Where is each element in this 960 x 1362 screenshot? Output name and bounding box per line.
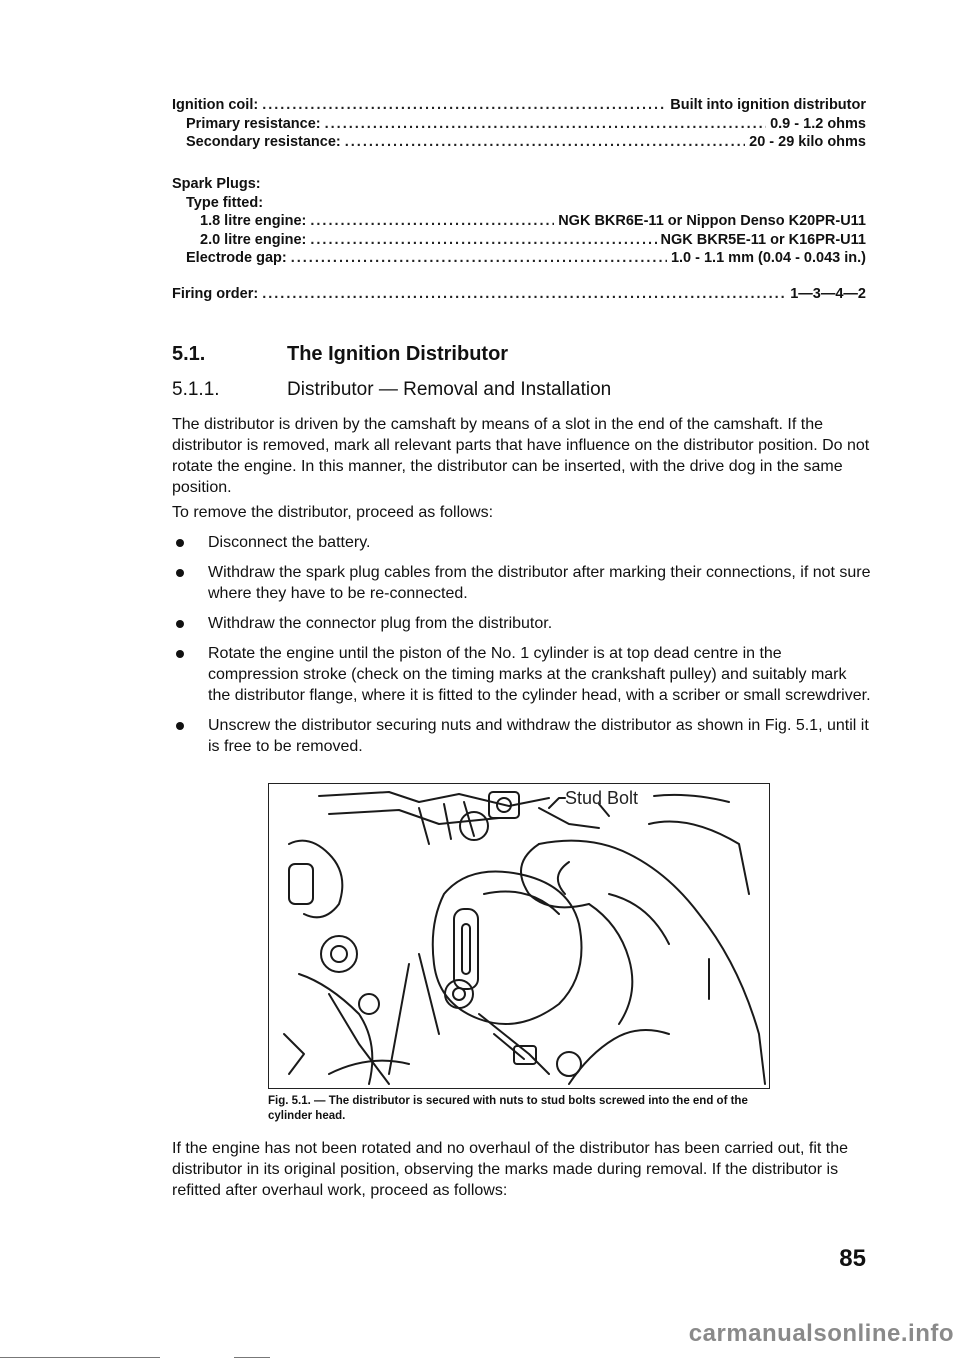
spec-label: 1.8 litre engine:	[200, 213, 307, 229]
spec-row-firing-order	[172, 285, 866, 304]
list-item	[172, 613, 872, 634]
subsection-title: Distributor — Removal and Installation	[287, 379, 612, 400]
dot-leader	[325, 115, 766, 133]
step-text: Withdraw the spark plug cables from the distributor after marking their connections, if not sure where they have to be re-connected.	[208, 564, 871, 602]
spec-row-engine-20	[172, 231, 866, 250]
dot-leader	[262, 285, 786, 303]
step-text: Disconnect the battery.	[208, 534, 371, 551]
footer-rule	[234, 1357, 270, 1358]
spec-value: 0.9 - 1.2 ohms	[770, 115, 866, 132]
spec-label: Primary resistance:	[186, 115, 321, 132]
list-item	[172, 532, 872, 553]
dot-leader	[310, 231, 656, 249]
subsection-number: 5.1.1.	[172, 379, 220, 400]
spec-label: Secondary resistance:	[186, 134, 341, 150]
spec-value: 20 - 29 kilo ohms	[749, 134, 866, 150]
firing-order-block	[172, 285, 866, 304]
bullet-icon	[176, 569, 184, 577]
spec-row-ignition-coil	[172, 96, 866, 115]
intro-paragraph: The distributor is driven by the camshaft by means of a slot in the end of the camshaft. If the distributor is removed, mark all relevant parts that have influence on the distributor position. Do not rotate the engine. In this manner, the distributor can be inserted, with the drive dog in the same position.	[172, 416, 870, 496]
spec-row-secondary-resistance	[172, 133, 866, 152]
list-item	[172, 643, 872, 706]
closing-paragraph: If the engine has not been rotated and no overhaul of the distributor has been carried out, fit the distributor in its original position, observing the marks made during removal. If the distributor is refitted after overhaul work, proceed as follows:	[172, 1140, 849, 1199]
spec-label: Ignition coil:	[172, 97, 259, 113]
footer-rule	[0, 1357, 160, 1358]
spec-row-electrode-gap	[172, 249, 866, 268]
spec-value: 1.0 - 1.1 mm (0.04 - 0.043 in.)	[670, 250, 866, 266]
bullet-icon	[176, 722, 184, 730]
page-number: 85	[839, 1245, 866, 1272]
dot-leader	[345, 133, 745, 151]
stud-bolt-label: Stud Bolt	[565, 788, 639, 808]
spec-block	[172, 96, 866, 152]
spec-label: Electrode gap:	[186, 250, 287, 266]
removal-steps	[172, 532, 872, 766]
step-text: Rotate the engine until the piston of the No. 1 cylinder is at top dead centre in the compression stroke (check on the timing marks at the crankshaft pulley) and suitably mark the distributor flange, where it is fitted to the cylinder head, with a scriber or small screwdriver.	[208, 645, 871, 704]
step-text: Unscrew the distributor securing nuts and withdraw the distributor as shown in Fig. 5.1, until it is free to be removed.	[208, 717, 869, 755]
spec-row-primary-resistance	[172, 115, 866, 134]
spec-value: 1—3—4—2	[790, 286, 866, 302]
spec-value: NGK BKR5E-11 or K16PR-U11	[660, 231, 866, 248]
dot-leader	[291, 249, 667, 267]
spark-plugs-heading: Spark Plugs:	[172, 176, 261, 192]
dot-leader	[262, 96, 666, 114]
list-item	[172, 715, 872, 757]
dot-leader	[310, 212, 554, 230]
bullet-icon	[176, 620, 184, 628]
section-number: 5.1.	[172, 343, 206, 365]
step-text: Withdraw the connector plug from the distributor.	[208, 615, 553, 632]
removal-intro: To remove the distributor, proceed as follows:	[172, 504, 494, 521]
list-item	[172, 562, 872, 604]
distributor-figure	[268, 783, 770, 1089]
spec-value: NGK BKR6E-11 or Nippon Denso K20PR-U11	[558, 213, 866, 229]
spec-row-engine-18	[172, 212, 866, 231]
spec-label: 2.0 litre engine:	[200, 231, 307, 248]
site-watermark: carmanualsonline.info	[688, 1320, 954, 1347]
bullet-icon	[176, 539, 184, 547]
engine-line-drawing	[269, 784, 770, 1089]
spark-plug-block	[172, 175, 866, 268]
section-title: The Ignition Distributor	[287, 343, 509, 365]
figure-caption: Fig. 5.1. — The distributor is secured with nuts to stud bolts screwed into the end of the cylinder head.	[268, 1095, 748, 1122]
spec-label: Firing order:	[172, 286, 259, 302]
bullet-icon	[176, 650, 184, 658]
type-fitted-heading: Type fitted:	[186, 194, 264, 211]
spec-value: Built into ignition distributor	[670, 97, 866, 113]
